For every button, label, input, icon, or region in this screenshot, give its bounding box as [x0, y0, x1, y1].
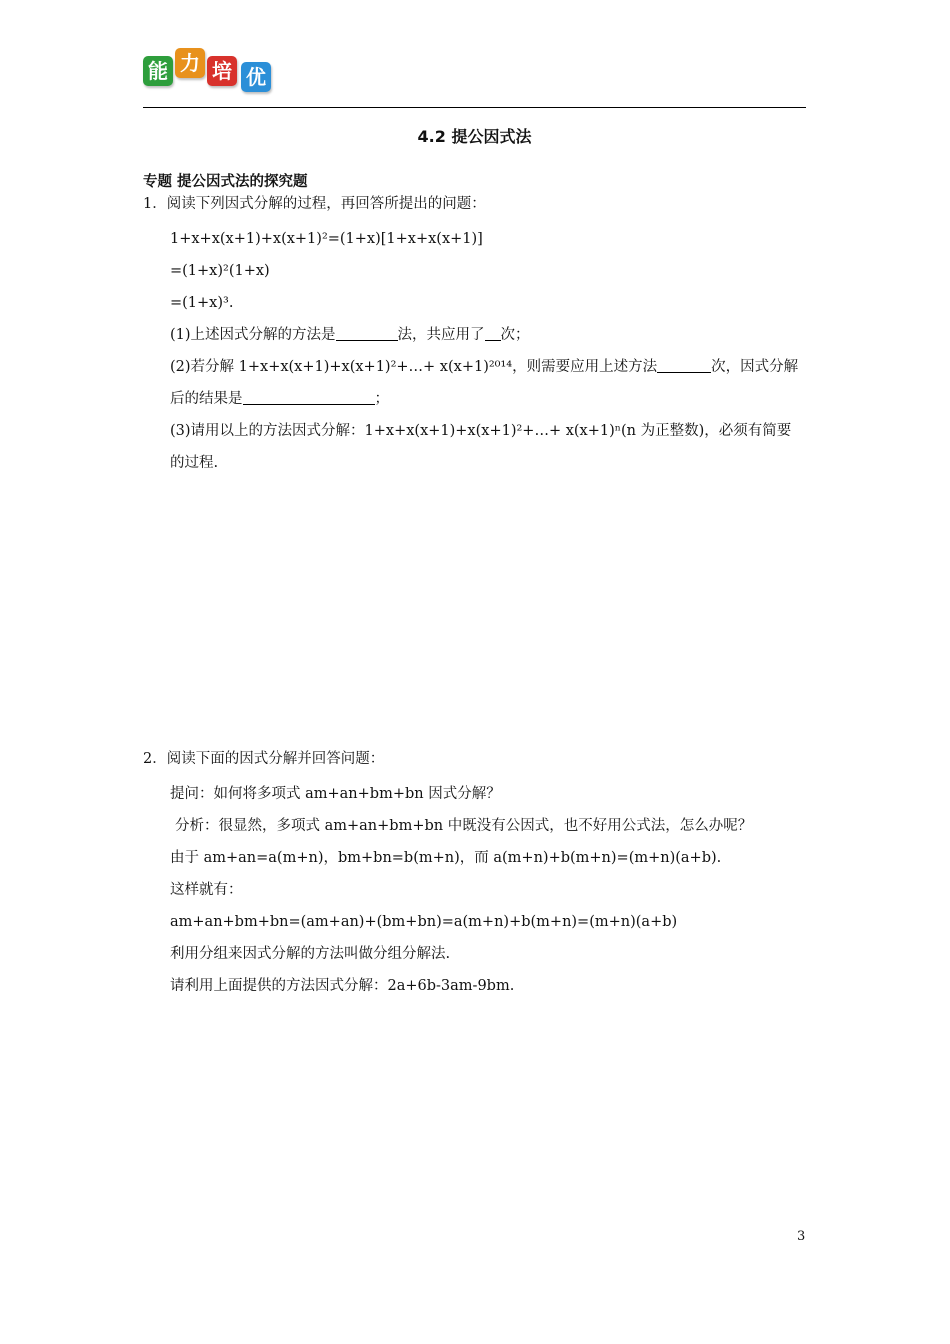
q1-part1-text-b: 法，共应用了 [397, 327, 485, 343]
page-number: 3 [797, 1229, 806, 1244]
q2-stem: 2．阅读下面的因式分解并回答问题： [143, 751, 385, 767]
logo-tile-1: 能 [143, 56, 173, 86]
page-title: 4.2 提公因式法 [417, 127, 532, 146]
q1-part2 [170, 358, 798, 376]
q2-line7: 请利用上面提供的方法因式分解：2a+6b-3am-9bm. [170, 978, 515, 994]
logo-tile-2: 力 [175, 48, 205, 78]
section-heading: 专题 提公因式法的探究题 [143, 174, 308, 190]
q1-part3-cont: 的过程. [170, 455, 219, 471]
q1-part2-text-c: 后的结果是 [170, 391, 243, 407]
q2-line4: 这样就有： [170, 882, 243, 898]
logo-tile-3: 培 [207, 56, 237, 86]
logo [143, 44, 275, 96]
q2-line3: 由于 am+an=a(m+n)，bm+bn=b(m+n)，而 a(m+n)+b(m+n)=(m+n)(a+b). [170, 850, 722, 866]
q1-part3: (3)请用以上的方法因式分解：1+x+x(x+1)+x(x+1)²+…+ x(x+1)ⁿ(n 为正整数)，必须有简要 [170, 423, 792, 439]
answer-blank-4[interactable] [243, 390, 375, 405]
answer-blank-1[interactable] [336, 326, 398, 341]
header-rule [143, 107, 806, 108]
q2-line2: 分析：很显然，多项式 am+an+bm+bn 中既没有公因式，也不好用公式法，怎么办呢？ [175, 818, 753, 834]
logo-tile-4: 优 [241, 62, 271, 92]
q1-part1-text-c: 次； [500, 327, 530, 343]
q1-part2-text-b: 次，因式分解 [711, 359, 799, 375]
q1-part1 [170, 326, 530, 344]
q1-stem: 1．阅读下列因式分解的过程，再回答所提出的问题： [143, 196, 486, 212]
q1-part1-text-a: (1)上述因式分解的方法是 [170, 327, 336, 343]
q1-step2: =(1+x)²(1+x) [170, 263, 270, 279]
q1-step3: =(1+x)³. [170, 295, 234, 311]
answer-blank-3[interactable] [657, 358, 711, 373]
q1-part2-text-d: ； [374, 391, 389, 407]
q2-line6: 利用分组来因式分解的方法叫做分组分解法. [170, 946, 451, 962]
q1-part2-cont [170, 390, 389, 408]
q1-step1: 1+x+x(x+1)+x(x+1)²=(1+x)[1+x+x(x+1)] [170, 231, 483, 247]
q2-line5: am+an+bm+bn=(am+an)+(bm+bn)=a(m+n)+b(m+n)=(m+n)(a+b) [170, 914, 678, 930]
answer-blank-2[interactable] [485, 326, 501, 341]
q2-line1: 提问：如何将多项式 am+an+bm+bn 因式分解？ [170, 786, 501, 802]
q1-part2-text-a: (2)若分解 1+x+x(x+1)+x(x+1)²+…+ x(x+1)²⁰¹⁴，则需要应用上述方法 [170, 359, 658, 375]
